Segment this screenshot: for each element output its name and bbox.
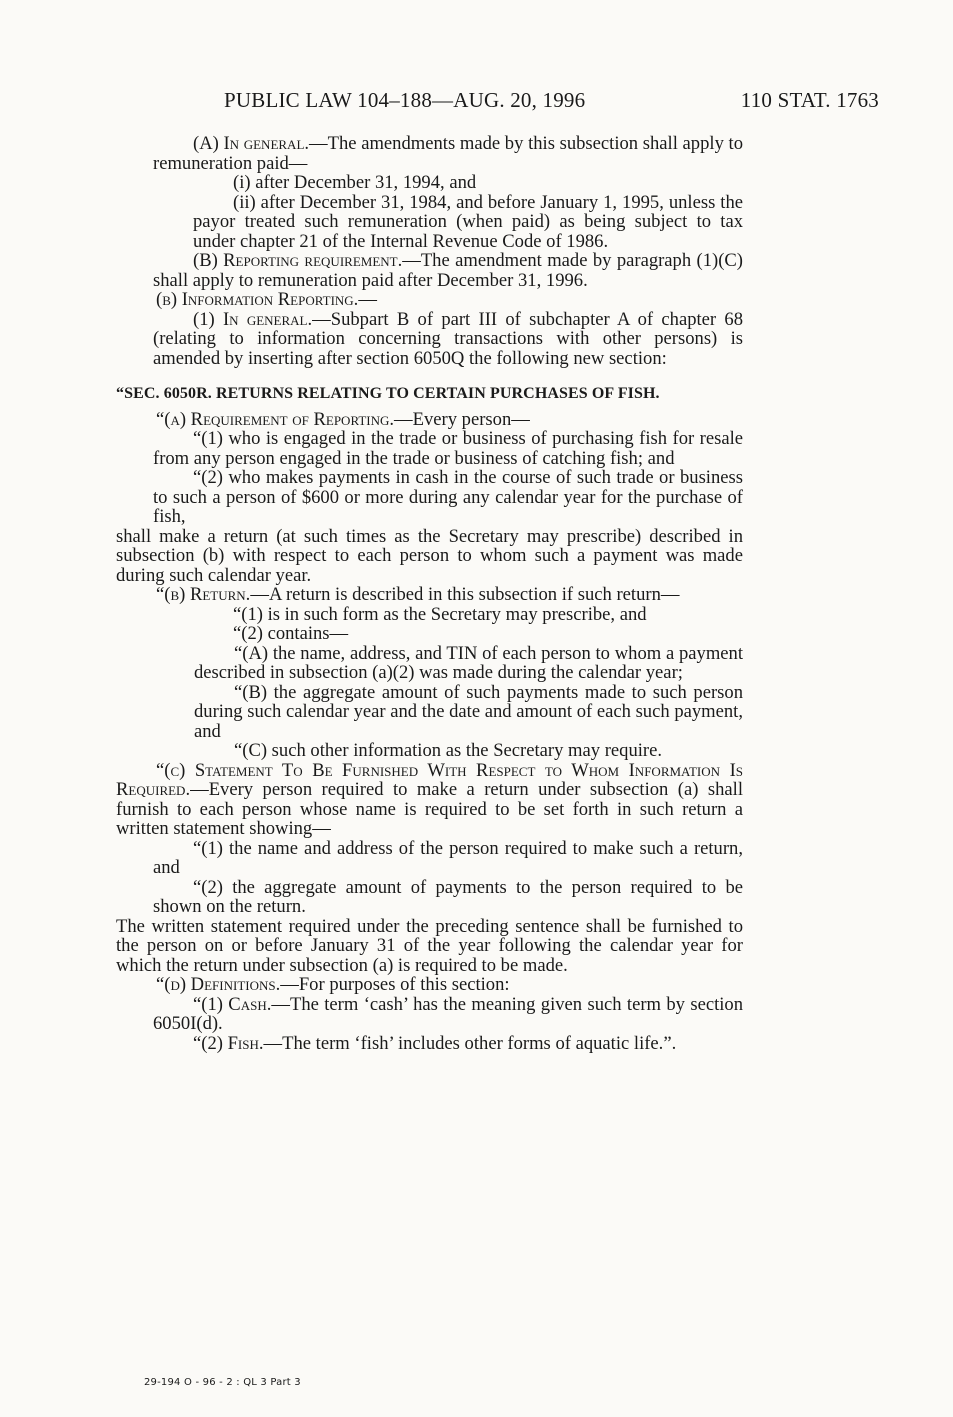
clause-b1: “(1) is in such form as the Secretary may prescribe, and — [233, 603, 647, 625]
clause-c2: “(2) the aggregate amount of payments to the person required to be shown on the return. — [153, 876, 743, 917]
definition-cash: “(1) Cash.—The term ‘cash’ has the meaning given such term by section 6050I(d). — [153, 993, 744, 1034]
clause-ii: (ii) after December 31, 1984, and before January 1, 1995, unless the payor treated such remuneration (when paid) as being subject to tax under chapter 21 of the Internal Revenue Code of 1986. — [193, 191, 743, 252]
flush-text-a: shall make a return (at such times as the Secretary may prescribe) described in subsection (b) with respect to each person to whom such a payment was made during such calendar year. — [116, 525, 743, 586]
subsection-b-information-reporting: (b) Information Reporting.— — [156, 289, 377, 310]
print-job-footer: 29-194 O - 96 - 2 : QL 3 Part 3 — [144, 1377, 301, 1388]
clause-a1: “(1) who is engaged in the trade or business of purchasing fish for resale from any person engaged in the trade or business of catching fish; and — [153, 428, 743, 469]
clause-i: (i) after December 31, 1994, and — [233, 172, 477, 193]
paragraph-A-in-general: (A) In general.—The amendments made by this subsection shall apply to remuneration paid— — [153, 133, 743, 174]
paragraph-B-reporting-requirement: (B) Reporting requirement.—The amendment made by paragraph (1)(C) shall apply to remuneration paid after December 31, 1996. — [153, 250, 743, 291]
subsection-d-definitions: “(d) Definitions.—For purposes of this section: — [156, 974, 510, 995]
clause-b2: “(2) contains— — [233, 623, 349, 644]
clause-b2-B: “(B) the aggregate amount of such payments made to such person during such calendar year and the date and amount of each such payment, and — [194, 681, 743, 742]
document-body — [116, 134, 743, 1053]
clause-b2-A: “(A) the name, address, and TIN of each person to whom a payment described in subsection (a)(2) was made during the calendar year; — [194, 642, 743, 683]
section-heading: “SEC. 6050R. RETURNS RELATING TO CERTAIN PURCHASES OF FISH. — [116, 385, 660, 402]
subsection-c-statement: “(c) Statement To Be Furnished With Respect to Whom Information Is Required.—Every person required to make a return under subsection (a) shall furnish to each person whose name is required to be set forth in such return a written statement showing— — [116, 759, 743, 839]
subsection-b-return: “(b) Return.—A return is described in this subsection if such return— — [156, 584, 680, 605]
clause-c1: “(1) the name and address of the person required to make such a return, and — [153, 837, 743, 878]
clause-a2: “(2) who makes payments in cash in the course of such trade or business to such a person of $600 or more during any calendar year for the purchase of fish, — [153, 467, 743, 527]
paragraph-1-in-general: (1) In general.—Subpart B of part III of subchapter A of chapter 68 (relating to information concerning transactions with other persons) is amended by inserting after section 6050Q the following new section: — [153, 308, 743, 369]
subsection-a-requirement: “(a) Requirement of Reporting.—Every person— — [156, 408, 530, 430]
definition-fish: “(2) Fish.—The term ‘fish’ includes other forms of aquatic life.”. — [193, 1032, 677, 1054]
running-header-citation: PUBLIC LAW 104–188—AUG. 20, 1996 — [224, 88, 586, 112]
running-header-page-number: 110 STAT. 1763 — [740, 88, 879, 112]
clause-b2-C: “(C) such other information as the Secretary may require. — [234, 740, 663, 761]
flush-text-c: The written statement required under the preceding sentence shall be furnished to the person on or before January 31 of the year following the calendar year for which the return under subsection (a) is required to be made. — [116, 915, 743, 976]
